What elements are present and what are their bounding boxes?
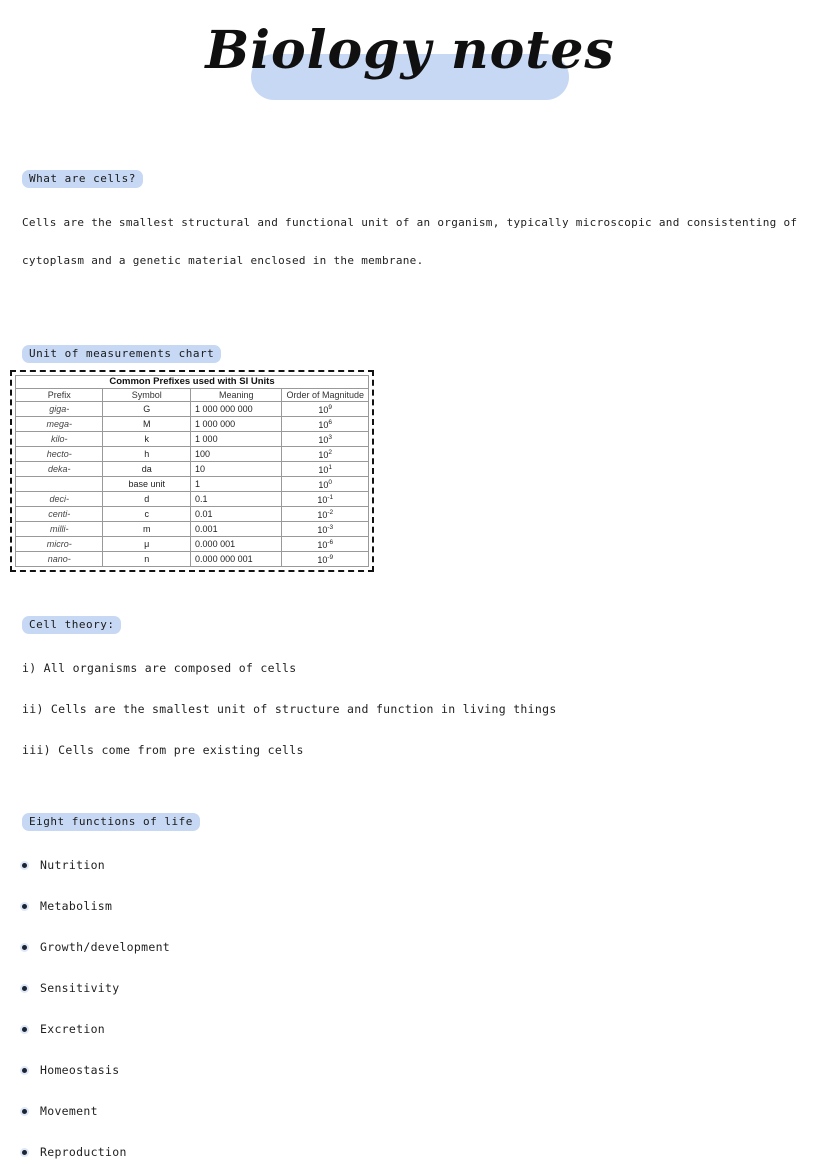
list-item: i) All organisms are composed of cells <box>22 661 297 675</box>
prefix-cell: milli- <box>16 522 103 537</box>
table-row <box>16 432 369 447</box>
magnitude-cell: $10^1$ <box>282 462 369 477</box>
meaning-cell: 10 <box>191 462 282 477</box>
meaning-cell: 0.000 000 001 <box>191 552 282 567</box>
list-item-label: Movement <box>40 1104 98 1118</box>
list-item <box>22 1145 798 1159</box>
col-header-prefix: Prefix <box>16 389 103 402</box>
bullet-icon <box>22 1109 27 1114</box>
cells-definition-paragraph: Cells are the smallest structural and functional unit of an organism, typically microscopic and consistenting of cytoplasm and a genetic material enclosed in the membrane. <box>22 216 798 267</box>
bullet-icon <box>22 1027 27 1032</box>
magnitude-cell: $10^0$ <box>282 477 369 492</box>
table-row <box>16 537 369 552</box>
table-row <box>16 477 369 492</box>
functions-list <box>22 858 798 1159</box>
list-item <box>22 940 798 954</box>
magnitude-cell: $10^{-2}$ <box>282 507 369 522</box>
table-row <box>16 447 369 462</box>
bullet-icon <box>22 863 27 868</box>
bullet-icon <box>22 1150 27 1155</box>
bullet-icon <box>22 945 27 950</box>
list-item-label: Homeostasis <box>40 1063 120 1077</box>
si-units-table-frame <box>10 370 374 572</box>
symbol-cell: M <box>103 417 191 432</box>
list-item: iii) Cells come from pre existing cells <box>22 743 304 757</box>
magnitude-cell: $10^{-1}$ <box>282 492 369 507</box>
magnitude-cell: $10^9$ <box>282 402 369 417</box>
meaning-cell: 100 <box>191 447 282 462</box>
table-row <box>16 507 369 522</box>
meaning-cell: 0.000 001 <box>191 537 282 552</box>
section-heading-what-are-cells: What are cells? <box>22 170 143 188</box>
title-block <box>22 8 798 112</box>
table-row <box>16 522 369 537</box>
list-item <box>22 1063 798 1077</box>
list-item-label: Sensitivity <box>40 981 120 995</box>
section-heading-cell-theory: Cell theory: <box>22 616 121 634</box>
meaning-cell: 0.01 <box>191 507 282 522</box>
prefix-cell: centi- <box>16 507 103 522</box>
list-item <box>22 1104 798 1118</box>
prefix-cell: kilo- <box>16 432 103 447</box>
list-item: ii) Cells are the smallest unit of structure and function in living things <box>22 702 557 716</box>
prefix-cell: giga- <box>16 402 103 417</box>
table-row <box>16 492 369 507</box>
section-heading-eight-functions: Eight functions of life <box>22 813 200 831</box>
prefix-cell: deci- <box>16 492 103 507</box>
table-row <box>16 417 369 432</box>
symbol-cell: G <box>103 402 191 417</box>
prefix-cell: micro- <box>16 537 103 552</box>
magnitude-cell: $10^6$ <box>282 417 369 432</box>
table-header-row <box>16 389 369 402</box>
meaning-cell: 1 000 000 000 <box>191 402 282 417</box>
col-header-meaning: Meaning <box>191 389 282 402</box>
meaning-cell: 1 <box>191 477 282 492</box>
symbol-cell: da <box>103 462 191 477</box>
meaning-cell: 1 000 <box>191 432 282 447</box>
notes-page <box>0 8 828 1159</box>
si-units-table <box>15 375 369 567</box>
prefix-cell: mega- <box>16 417 103 432</box>
symbol-cell: d <box>103 492 191 507</box>
table-row <box>16 552 369 567</box>
meaning-cell: 0.001 <box>191 522 282 537</box>
list-item-label: Nutrition <box>40 858 106 872</box>
bullet-icon <box>22 1068 27 1073</box>
bullet-icon <box>22 904 27 909</box>
list-item-label: Metabolism <box>40 899 113 913</box>
list-item-label: Excretion <box>40 1022 106 1036</box>
symbol-cell: n <box>103 552 191 567</box>
list-item <box>22 981 798 995</box>
table-row <box>16 402 369 417</box>
list-item <box>22 899 798 913</box>
page-title: Biology notes <box>205 20 615 81</box>
col-header-symbol: Symbol <box>103 389 191 402</box>
bullet-icon <box>22 986 27 991</box>
symbol-cell: c <box>103 507 191 522</box>
cell-theory-list <box>22 661 798 757</box>
prefix-cell: hecto- <box>16 447 103 462</box>
list-item <box>22 1022 798 1036</box>
list-item-label: Reproduction <box>40 1145 127 1159</box>
col-header-magnitude: Order of Magnitude <box>282 389 369 402</box>
magnitude-cell: $10^{-9}$ <box>282 552 369 567</box>
magnitude-cell: $10^3$ <box>282 432 369 447</box>
list-item <box>22 858 798 872</box>
symbol-cell: μ <box>103 537 191 552</box>
meaning-cell: 1 000 000 <box>191 417 282 432</box>
magnitude-cell: $10^{-3}$ <box>282 522 369 537</box>
prefix-cell <box>16 477 103 492</box>
symbol-cell: base unit <box>103 477 191 492</box>
prefix-cell: deka- <box>16 462 103 477</box>
magnitude-cell: $10^{-6}$ <box>282 537 369 552</box>
symbol-cell: m <box>103 522 191 537</box>
magnitude-cell: $10^2$ <box>282 447 369 462</box>
table-title-row <box>16 376 369 389</box>
table-title: Common Prefixes used with SI Units <box>16 376 369 389</box>
table-row <box>16 462 369 477</box>
prefix-cell: nano- <box>16 552 103 567</box>
list-item-label: Growth/development <box>40 940 171 954</box>
symbol-cell: h <box>103 447 191 462</box>
meaning-cell: 0.1 <box>191 492 282 507</box>
symbol-cell: k <box>103 432 191 447</box>
section-heading-units-chart: Unit of measurements chart <box>22 345 221 363</box>
